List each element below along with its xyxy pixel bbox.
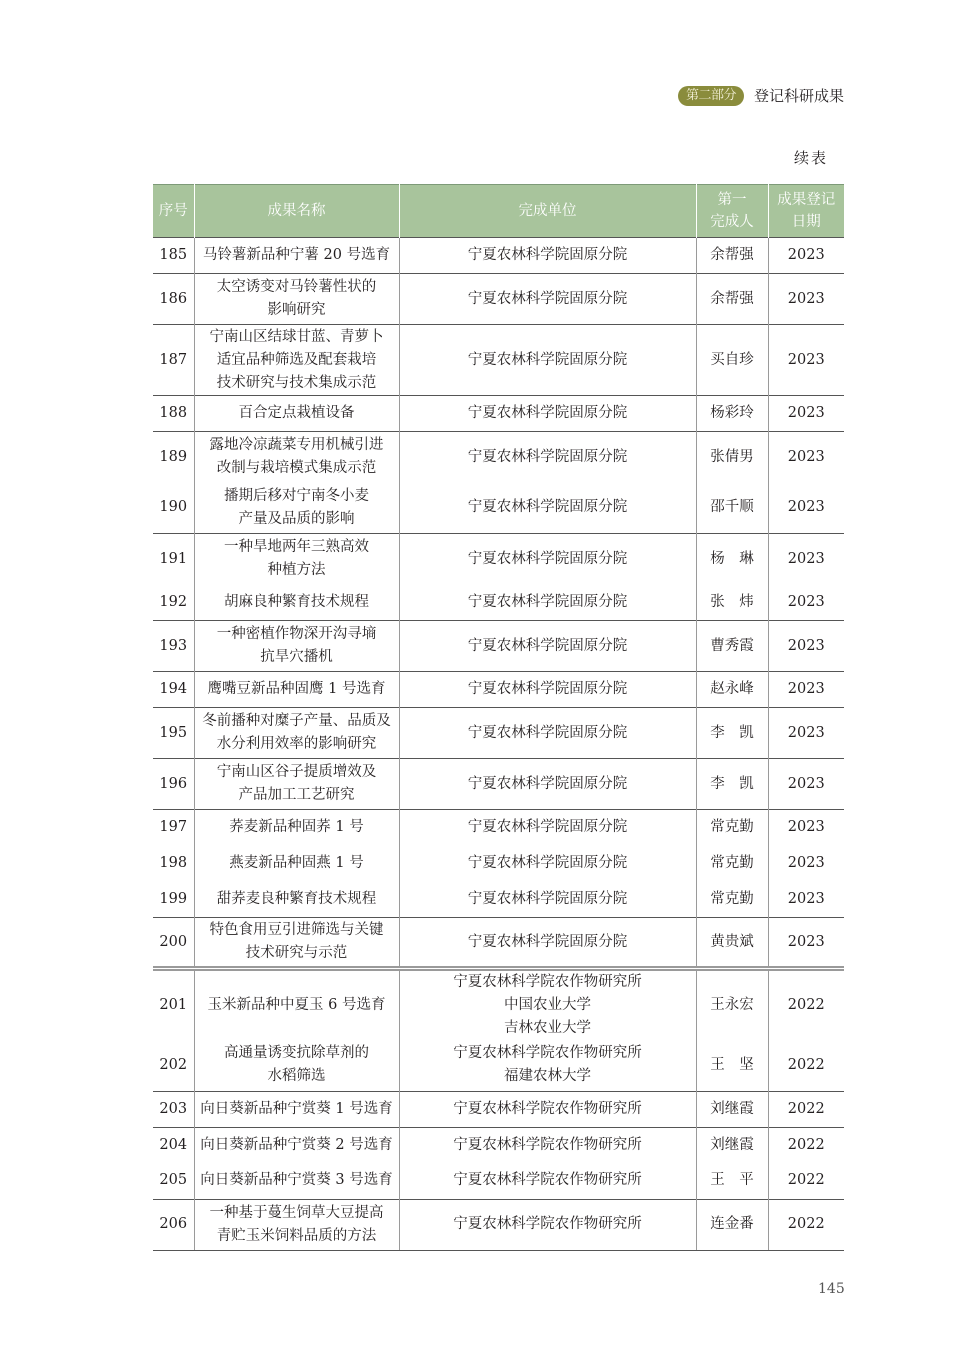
first-author: 邵千顺 [696,483,768,534]
completing-unit: 宁夏农林科学院固原分院 [399,483,696,534]
completing-unit: 宁夏农林科学院农作物研究所 [399,1199,696,1250]
achievement-name: 宁南山区结球甘蓝、青萝卜 适宜品种筛选及配套栽培 技术研究与技术集成示范 [194,325,399,396]
registration-date: 2023 [768,708,844,759]
registration-date: 2023 [768,585,844,621]
table-row [153,1091,844,1127]
table-body [153,238,844,1251]
table-row [153,708,844,759]
table-row [153,534,844,585]
row-number: 198 [159,855,188,871]
registration-date: 2023 [768,432,844,483]
table-row [153,810,844,846]
completing-unit: 宁夏农林科学院农作物研究所 中国农业大学 吉林农业大学 [399,969,696,1041]
first-author: 杨 琳 [696,534,768,585]
row-number: 203 [153,1091,194,1127]
registration-date: 2023 [768,846,844,882]
completing-unit: 宁夏农林科学院固原分院 [399,238,696,274]
continued-label: 续表 [793,149,828,167]
completing-unit: 宁夏农林科学院固原分院 [399,672,696,708]
first-author: 李 凯 [696,708,768,759]
achievement-name: 播期后移对宁南冬小麦 产量及品质的影响 [194,483,399,534]
registration-date: 2023 [768,483,844,534]
table-row [153,325,844,396]
completing-unit: 宁夏农林科学院固原分院 [399,621,696,672]
completing-unit: 宁夏农林科学院固原分院 [399,810,696,846]
row-number: 201 [153,969,194,1041]
first-author: 常克勤 [696,882,768,918]
first-author: 刘继霞 [696,1127,768,1163]
row-number: 206 [153,1199,194,1250]
part-label-badge: 第二部分 [678,86,744,106]
registration-date: 2023 [768,672,844,708]
table-row [153,1163,844,1199]
achievement-name: 荞麦新品种固荞 1 号 [194,810,399,846]
col-name-header: 成果名称 [194,185,399,238]
registration-date: 2023 [768,534,844,585]
first-author: 王永宏 [696,969,768,1041]
row-number: 193 [153,621,194,672]
table-row [153,846,844,882]
table-row [153,396,844,432]
registration-date: 2022 [768,1127,844,1163]
first-author: 黄贵斌 [696,918,768,969]
first-author: 张倩男 [696,432,768,483]
row-number: 190 [159,499,188,516]
registration-date: 2023 [768,238,844,274]
row-number: 187 [153,325,194,396]
table-row [153,483,844,534]
first-author: 王 平 [696,1163,768,1199]
table-row [153,672,844,708]
first-author: 余帮强 [696,274,768,325]
completing-unit: 宁夏农林科学院固原分院 [399,274,696,325]
col-no-header: 序号 [153,185,194,238]
row-number: 194 [153,672,194,708]
table-header [153,185,844,238]
row-number: 185 [153,238,194,274]
table-row [153,621,844,672]
achievement-name: 甜荞麦良种繁育技术规程 [194,882,399,918]
registration-date: 2023 [768,759,844,810]
achievement-name: 玉米新品种中夏玉 6 号选育 [194,969,399,1041]
registration-date: 2023 [768,621,844,672]
first-author: 杨彩玲 [696,396,768,432]
achievement-name: 宁南山区谷子提质增效及 产品加工工艺研究 [194,759,399,810]
row-number: 191 [153,534,194,585]
first-author: 余帮强 [696,238,768,274]
first-author: 李 凯 [696,759,768,810]
completing-unit: 宁夏农林科学院固原分院 [399,708,696,759]
row-number: 192 [159,593,188,610]
first-author: 常克勤 [696,810,768,846]
completing-unit: 宁夏农林科学院农作物研究所 福建农林大学 [399,1040,696,1091]
achievement-name: 向日葵新品种宁赏葵 3 号选育 [194,1163,399,1199]
row-number: 186 [153,274,194,325]
section-title: 登记科研成果 [754,87,845,105]
table-row [153,882,844,918]
row-number: 195 [153,708,194,759]
completing-unit: 宁夏农林科学院固原分院 [399,882,696,918]
completing-unit: 宁夏农林科学院固原分院 [399,396,696,432]
first-author: 赵永峰 [696,672,768,708]
row-number: 196 [153,759,194,810]
completing-unit: 宁夏农林科学院农作物研究所 [399,1163,696,1199]
completing-unit: 宁夏农林科学院农作物研究所 [399,1127,696,1163]
registration-date: 2023 [768,882,844,918]
completing-unit: 宁夏农林科学院固原分院 [399,534,696,585]
row-number: 202 [159,1056,188,1073]
completing-unit: 宁夏农林科学院固原分院 [399,918,696,969]
completing-unit: 宁夏农林科学院固原分院 [399,325,696,396]
completing-unit: 宁夏农林科学院固原分院 [399,846,696,882]
completing-unit: 宁夏农林科学院固原分院 [399,585,696,621]
achievement-name: 百合定点栽植设备 [194,396,399,432]
registration-date: 2023 [768,274,844,325]
first-author: 王 坚 [696,1040,768,1091]
registration-date: 2022 [768,1091,844,1127]
achievement-name: 鹰嘴豆新品种固鹰 1 号选育 [194,672,399,708]
row-number: 204 [153,1127,194,1163]
achievement-name: 向日葵新品种宁赏葵 2 号选育 [194,1127,399,1163]
registration-date: 2023 [768,396,844,432]
achievement-name: 高通量诱变抗除草剂的 水稻筛选 [194,1040,399,1091]
table-row [153,759,844,810]
results-table [153,184,844,1251]
row-number: 188 [153,396,194,432]
achievement-name: 特色食用豆引进筛选与关键 技术研究与示范 [194,918,399,969]
registration-date: 2023 [768,918,844,969]
registration-date: 2022 [768,1199,844,1250]
registration-date: 2022 [768,969,844,1041]
page-number: 145 [818,1281,845,1297]
achievement-name: 一种基于蔓生饲草大豆提高 青贮玉米饲料品质的方法 [194,1199,399,1250]
registration-date: 2022 [768,1163,844,1199]
achievement-name: 露地冷凉蔬菜专用机械引进 改制与栽培模式集成示范 [194,432,399,483]
achievement-name: 向日葵新品种宁赏葵 1 号选育 [194,1091,399,1127]
completing-unit: 宁夏农林科学院固原分院 [399,759,696,810]
table-row [153,1040,844,1091]
registration-date: 2023 [768,325,844,396]
row-number: 189 [153,432,194,483]
first-author: 连金番 [696,1199,768,1250]
achievement-name: 马铃薯新品种宁薯 20 号选育 [194,238,399,274]
registration-date: 2023 [768,810,844,846]
table-row [153,274,844,325]
table-row [153,585,844,621]
row-number: 205 [159,1172,188,1189]
row-number: 200 [153,918,194,969]
achievement-name: 胡麻良种繁育技术规程 [194,585,399,621]
registration-date: 2022 [768,1040,844,1091]
table-row [153,432,844,483]
col-date-header: 成果登记 日期 [768,185,844,238]
first-author: 张 炜 [696,585,768,621]
achievement-name: 太空诱变对马铃薯性状的 影响研究 [194,274,399,325]
table-row [153,969,844,1041]
col-person-header: 第一 完成人 [696,185,768,238]
completing-unit: 宁夏农林科学院固原分院 [399,432,696,483]
achievement-name: 冬前播种对糜子产量、品质及 水分利用效率的影响研究 [194,708,399,759]
first-author: 买自珍 [696,325,768,396]
achievement-name: 一种旱地两年三熟高效 种植方法 [194,534,399,585]
col-unit-header: 完成单位 [399,185,696,238]
table-row [153,1127,844,1163]
table-row [153,238,844,274]
table-row [153,1199,844,1250]
completing-unit: 宁夏农林科学院农作物研究所 [399,1091,696,1127]
row-number: 199 [159,890,188,907]
first-author: 常克勤 [696,846,768,882]
first-author: 刘继霞 [696,1091,768,1127]
achievement-name: 一种密植作物深开沟寻墒 抗旱穴播机 [194,621,399,672]
row-number: 197 [153,810,194,846]
first-author: 曹秀霞 [696,621,768,672]
table-row [153,918,844,969]
achievement-name: 燕麦新品种固燕 1 号 [194,846,399,882]
